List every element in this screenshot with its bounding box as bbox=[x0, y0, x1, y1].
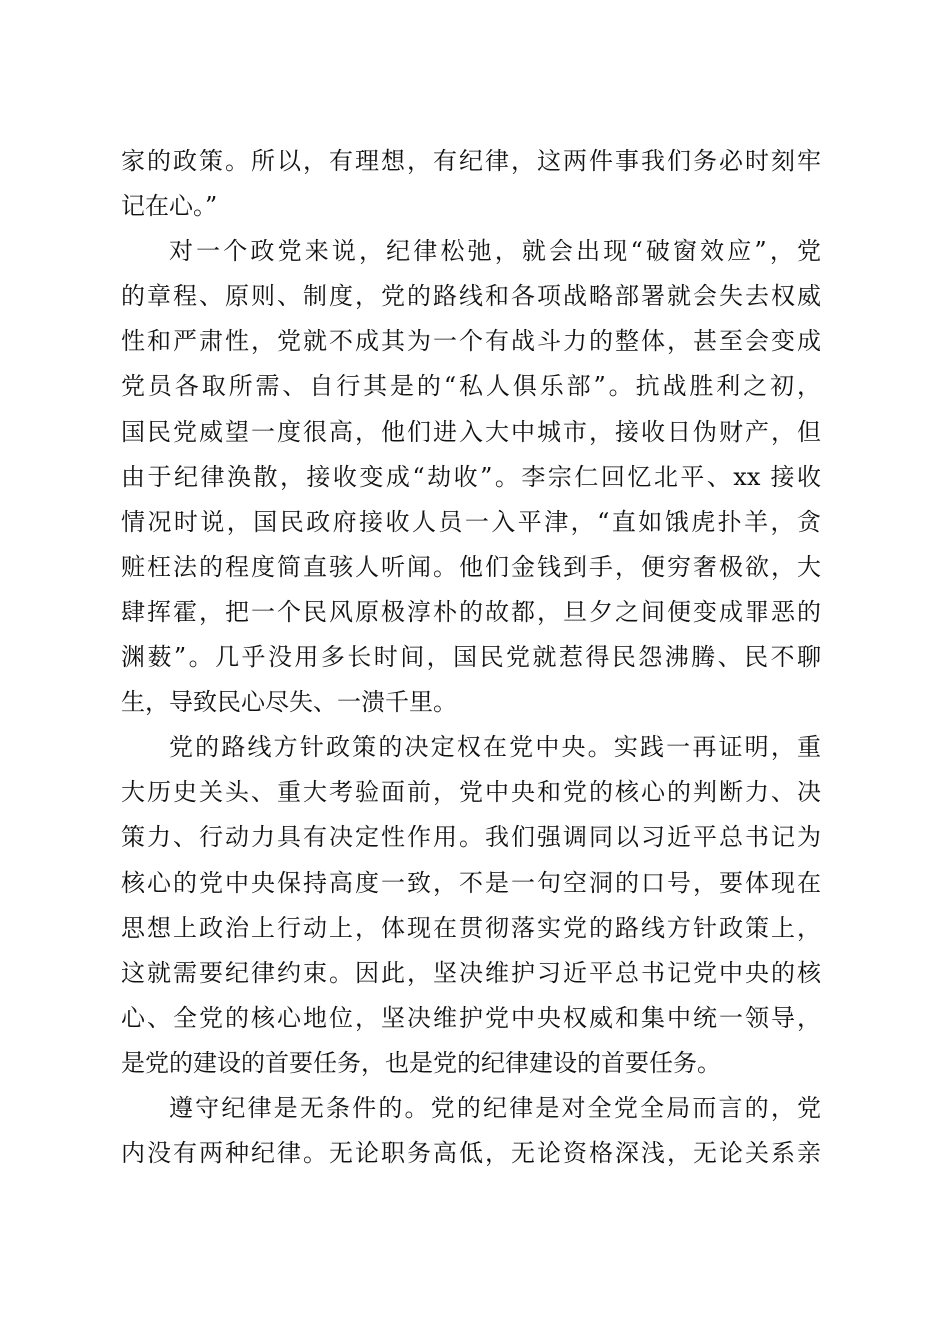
text-line: 这就需要纪律约束。因此，坚决维护习近平总书记党中央的核 bbox=[121, 958, 821, 987]
text-line: 渊薮”。几乎没用多长时间，国民党就惹得民怨沸腾、民不聊 bbox=[121, 643, 821, 672]
text-line: 肆挥霍，把一个民风原极淳朴的故都，旦夕之间便变成罪恶的 bbox=[121, 597, 821, 626]
text-line: 记在心。” bbox=[121, 192, 218, 221]
text-line: 是党的建设的首要任务，也是党的纪律建设的首要任务。 bbox=[121, 1048, 721, 1077]
text-line: 思想上政治上行动上，体现在贯彻落实党的路线方针政策上， bbox=[121, 913, 821, 942]
text-line: 策力、行动力具有决定性作用。我们强调同以习近平总书记为 bbox=[121, 823, 821, 852]
document-body bbox=[121, 139, 821, 1176]
text-line: 性和严肃性，党就不成其为一个有战斗力的整体，甚至会变成 bbox=[121, 327, 821, 356]
text-line: 核心的党中央保持高度一致，不是一句空洞的口号，要体现在 bbox=[121, 868, 821, 897]
text-line: 生，导致民心尽失、一溃千里。 bbox=[121, 688, 457, 717]
text-line: 国民党威望一度很高，他们进入大中城市，接收日伪财产，但 bbox=[121, 417, 821, 446]
text-line: 家的政策。所以，有理想，有纪律，这两件事我们务必时刻牢 bbox=[121, 147, 821, 175]
text-line: 的章程、原则、制度，党的路线和各项战略部署就会失去权威 bbox=[121, 282, 821, 311]
text-line: 党员各取所需、自行其是的“私人俱乐部”。抗战胜利之初， bbox=[121, 372, 821, 401]
text-line: 内没有两种纪律。无论职务高低，无论资格深浅，无论关系亲 bbox=[121, 1139, 821, 1168]
paragraph-first-line: 遵守纪律是无条件的。党的纪律是对全党全局而言的，党 bbox=[169, 1093, 821, 1122]
text-line: 心、全党的核心地位，坚决维护党中央权威和集中统一领导， bbox=[121, 1003, 821, 1032]
paragraph-first-line: 对一个政党来说，纪律松弛，就会出现“破窗效应”，党 bbox=[169, 237, 821, 266]
text-line: 大历史关头、重大考验面前，党中央和党的核心的判断力、决 bbox=[121, 778, 821, 807]
text-line: 由于纪律涣散，接收变成“劫收”。李宗仁回忆北平、xx 接收 bbox=[121, 462, 821, 491]
paragraph-first-line: 党的路线方针政策的决定权在党中央。实践一再证明，重 bbox=[169, 733, 821, 762]
text-line: 情况时说，国民政府接收人员一入平津，“直如饿虎扑羊，贪 bbox=[121, 507, 821, 536]
text-line: 赃枉法的程度简直骇人听闻。他们金钱到手，便穷奢极欲，大 bbox=[121, 552, 821, 581]
